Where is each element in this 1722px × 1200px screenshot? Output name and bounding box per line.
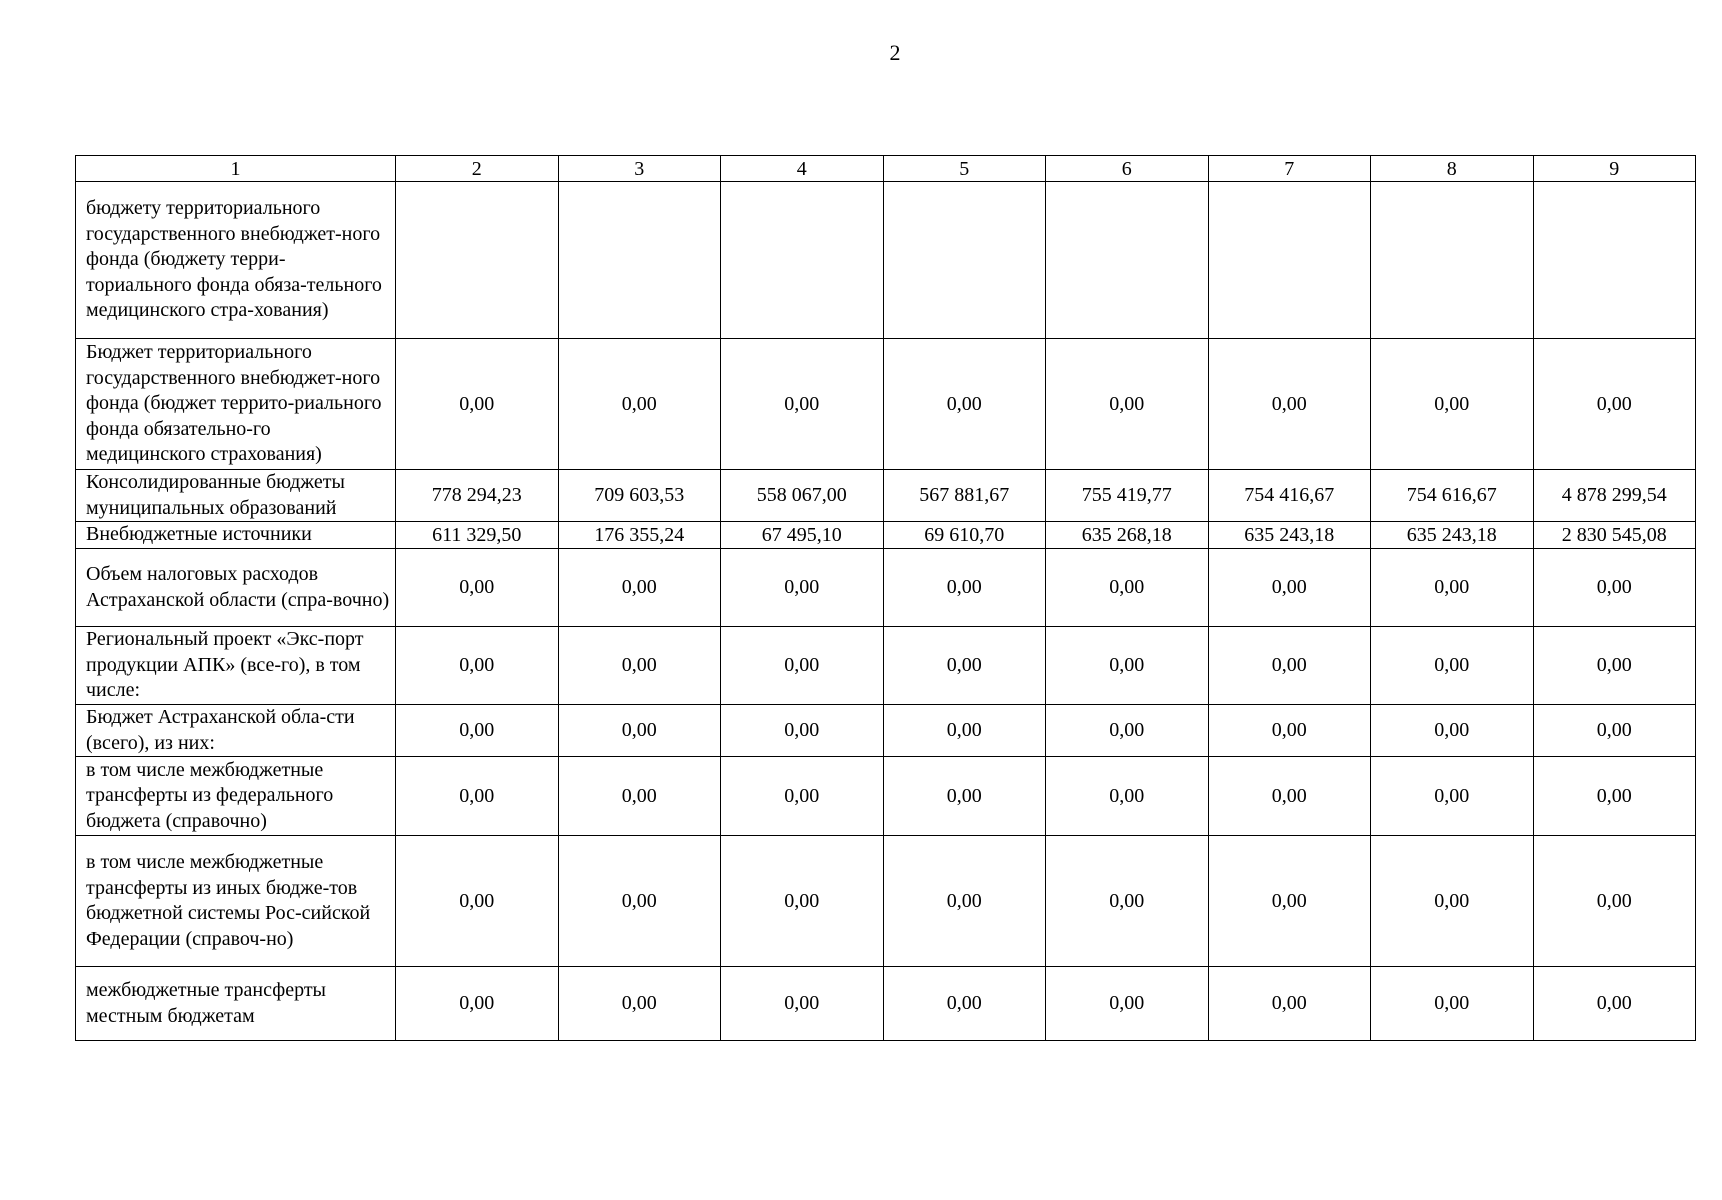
- table-cell: 0,00: [721, 757, 884, 836]
- table-cell: 0,00: [1046, 549, 1209, 627]
- table-row: [76, 470, 1696, 522]
- table-cell: 0,00: [883, 627, 1046, 705]
- table-cell: [1371, 182, 1534, 339]
- table-cell: [721, 182, 884, 339]
- table-cell: 0,00: [396, 549, 559, 627]
- table-cell: 0,00: [1046, 757, 1209, 836]
- table-row: [76, 182, 1696, 339]
- table-cell: 0,00: [1371, 627, 1534, 705]
- table-cell: 0,00: [721, 339, 884, 470]
- table-row: [76, 705, 1696, 757]
- table-cell: 0,00: [396, 757, 559, 836]
- row-label: бюджету территориального государственного внебюджет-ного фонда (бюджету терри-ториального фонда обяза-тельного медицинского стра-хования): [76, 182, 396, 339]
- header-row: [76, 156, 1696, 182]
- table-cell: 0,00: [1533, 705, 1696, 757]
- table-cell: [1046, 182, 1209, 339]
- table-cell: 0,00: [1371, 967, 1534, 1041]
- table-cell: 0,00: [1533, 339, 1696, 470]
- table-cell: 0,00: [1371, 339, 1534, 470]
- row-label: межбюджетные трансферты местным бюджетам: [76, 967, 396, 1041]
- column-header: 3: [558, 156, 721, 182]
- table-cell: 635 243,18: [1208, 522, 1371, 549]
- table-cell: 0,00: [1533, 757, 1696, 836]
- table-cell: 635 268,18: [1046, 522, 1209, 549]
- table-cell: 754 416,67: [1208, 470, 1371, 522]
- table-cell: 0,00: [1208, 757, 1371, 836]
- table-cell: 0,00: [1208, 836, 1371, 967]
- table-cell: 69 610,70: [883, 522, 1046, 549]
- row-label: Региональный проект «Экс-порт продукции АПК» (все-го), в том числе:: [76, 627, 396, 705]
- row-label: Объем налоговых расходов Астраханской области (спра-вочно): [76, 549, 396, 627]
- table-row: [76, 339, 1696, 470]
- table-cell: 611 329,50: [396, 522, 559, 549]
- table-cell: 778 294,23: [396, 470, 559, 522]
- table-cell: 0,00: [721, 549, 884, 627]
- column-header: 6: [1046, 156, 1209, 182]
- table-cell: 0,00: [1046, 967, 1209, 1041]
- table-cell: 754 616,67: [1371, 470, 1534, 522]
- row-label: Консолидированные бюджеты муниципальных образований: [76, 470, 396, 522]
- table-cell: 0,00: [1208, 549, 1371, 627]
- table-cell: 0,00: [1046, 836, 1209, 967]
- table-cell: 635 243,18: [1371, 522, 1534, 549]
- row-label: Внебюджетные источники: [76, 522, 396, 549]
- table-cell: 0,00: [558, 757, 721, 836]
- row-label: Бюджет территориального государственного внебюджет-ного фонда (бюджет террито-риального фонда обязательно-го медицинского страхования): [76, 339, 396, 470]
- column-header: 4: [721, 156, 884, 182]
- table-cell: 0,00: [558, 627, 721, 705]
- row-label: Бюджет Астраханской обла-сти (всего), из них:: [76, 705, 396, 757]
- table-cell: 0,00: [396, 705, 559, 757]
- table-row: [76, 549, 1696, 627]
- table-cell: 0,00: [1046, 627, 1209, 705]
- table-cell: 0,00: [721, 967, 884, 1041]
- table-cell: 0,00: [883, 836, 1046, 967]
- table-cell: 0,00: [1371, 757, 1534, 836]
- table-cell: 0,00: [1046, 705, 1209, 757]
- table-cell: [1533, 182, 1696, 339]
- table-cell: 0,00: [396, 339, 559, 470]
- table-cell: 0,00: [883, 705, 1046, 757]
- table-cell: 0,00: [721, 705, 884, 757]
- table-cell: 0,00: [558, 705, 721, 757]
- table-cell: 0,00: [1533, 967, 1696, 1041]
- table-cell: [883, 182, 1046, 339]
- table-cell: [558, 182, 721, 339]
- table-cell: 0,00: [558, 549, 721, 627]
- column-header: 2: [396, 156, 559, 182]
- table-cell: 0,00: [883, 549, 1046, 627]
- table-cell: 0,00: [1533, 627, 1696, 705]
- column-header: 7: [1208, 156, 1371, 182]
- table-cell: 0,00: [1533, 549, 1696, 627]
- table-cell: 0,00: [1371, 836, 1534, 967]
- table-cell: 755 419,77: [1046, 470, 1209, 522]
- table-cell: [1208, 182, 1371, 339]
- table-cell: 567 881,67: [883, 470, 1046, 522]
- table-cell: 0,00: [883, 339, 1046, 470]
- table-cell: 0,00: [396, 627, 559, 705]
- budget-table: [75, 155, 1696, 1041]
- table-cell: 0,00: [1208, 967, 1371, 1041]
- table-cell: 0,00: [396, 836, 559, 967]
- row-label: в том числе межбюджетные трансферты из федерального бюджета (справочно): [76, 757, 396, 836]
- table-cell: 0,00: [1208, 339, 1371, 470]
- table-cell: 2 830 545,08: [1533, 522, 1696, 549]
- table-cell: 0,00: [1046, 339, 1209, 470]
- table-cell: 0,00: [1208, 705, 1371, 757]
- table-cell: 0,00: [558, 967, 721, 1041]
- column-header: 5: [883, 156, 1046, 182]
- table-cell: 0,00: [1208, 627, 1371, 705]
- table-row: [76, 757, 1696, 836]
- row-label: в том числе межбюджетные трансферты из иных бюдже-тов бюджетной системы Рос-сийской Федерации (справоч-но): [76, 836, 396, 967]
- table-cell: 0,00: [1371, 705, 1534, 757]
- table-row: [76, 522, 1696, 549]
- table-cell: 176 355,24: [558, 522, 721, 549]
- table-cell: 0,00: [883, 757, 1046, 836]
- table-row: [76, 967, 1696, 1041]
- table-cell: 0,00: [721, 836, 884, 967]
- table-cell: 0,00: [1533, 836, 1696, 967]
- column-header: 1: [76, 156, 396, 182]
- table-cell: 0,00: [883, 967, 1046, 1041]
- table-row: [76, 836, 1696, 967]
- column-header: 8: [1371, 156, 1534, 182]
- table-cell: 0,00: [721, 627, 884, 705]
- table-row: [76, 627, 1696, 705]
- column-header: 9: [1533, 156, 1696, 182]
- table-cell: 67 495,10: [721, 522, 884, 549]
- table-cell: 0,00: [396, 967, 559, 1041]
- table-cell: 0,00: [1371, 549, 1534, 627]
- table-cell: 558 067,00: [721, 470, 884, 522]
- table-cell: 4 878 299,54: [1533, 470, 1696, 522]
- table-cell: [396, 182, 559, 339]
- table-cell: 0,00: [558, 836, 721, 967]
- table-cell: 709 603,53: [558, 470, 721, 522]
- table-cell: 0,00: [558, 339, 721, 470]
- page-number: 2: [889, 40, 901, 65]
